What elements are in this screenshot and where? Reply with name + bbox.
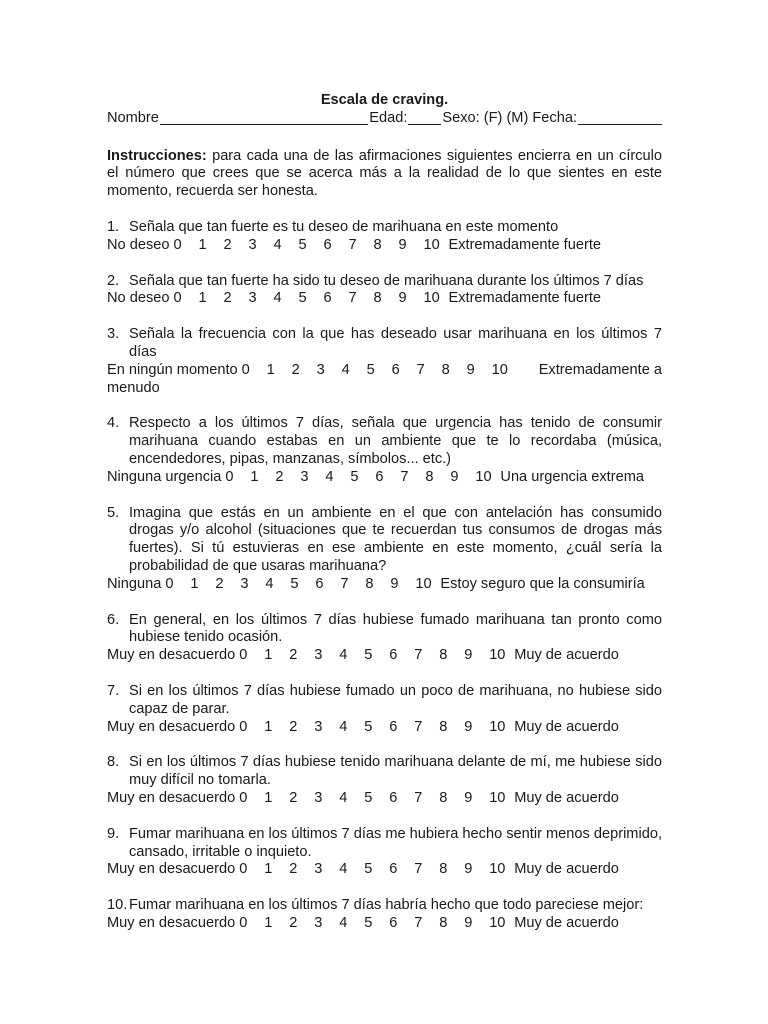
question-text-row [107, 273, 662, 291]
questionnaire-page [107, 92, 662, 933]
scale-option-0[interactable]: 0 [239, 718, 248, 735]
scale-option-0[interactable]: 0 [173, 290, 182, 307]
scale-option-9[interactable]: 9 [398, 290, 407, 307]
question-text-row [107, 754, 662, 790]
scale-option-3[interactable]: 3 [314, 718, 323, 735]
scale-option-8[interactable]: 8 [373, 236, 382, 253]
header-fields [107, 110, 662, 128]
scale-option-8[interactable]: 8 [373, 290, 382, 307]
scale-option-7[interactable]: 7 [348, 236, 357, 253]
scale-option-7[interactable]: 7 [340, 575, 349, 592]
scale-numbers [161, 576, 440, 594]
question-item [107, 826, 662, 879]
scale-option-7[interactable]: 7 [400, 468, 409, 485]
scale-right-anchor: Una urgencia extrema [500, 468, 644, 485]
scale-option-9[interactable]: 9 [466, 361, 475, 378]
question-text-row [107, 612, 662, 648]
question-text-row [107, 683, 662, 719]
scale-option-0[interactable]: 0 [225, 468, 234, 485]
scale-numbers [235, 861, 514, 879]
scale-option-5[interactable]: 5 [298, 290, 307, 307]
scale-left-anchor: No deseo [107, 236, 170, 253]
scale-option-8[interactable]: 8 [439, 861, 448, 878]
question-text: En general, en los últimos 7 días hubiese fumado marihuana tan pronto como hubiese tenido ocasión. [129, 611, 662, 646]
question-number: 2. [107, 272, 120, 289]
scale-option-0[interactable]: 0 [165, 575, 174, 592]
scale-option-8[interactable]: 8 [439, 718, 448, 735]
scale-option-5[interactable]: 5 [364, 718, 373, 735]
scale-option-5[interactable]: 5 [350, 468, 359, 485]
scale-option-5[interactable]: 5 [364, 789, 373, 806]
scale-left-anchor: No deseo [107, 290, 170, 307]
question-number: 1. [107, 218, 120, 235]
scale-option-10[interactable]: 10 [415, 575, 432, 592]
scale-option-2[interactable]: 2 [289, 789, 298, 806]
question-text-row [107, 826, 662, 862]
scale-right-anchor: Estoy seguro que la consumiría [440, 575, 645, 592]
edad-label: Edad: [369, 109, 408, 126]
scale-option-0[interactable]: 0 [173, 236, 182, 253]
scale-option-1[interactable]: 1 [264, 861, 273, 878]
scale-left-anchor: Muy en desacuerdo [107, 647, 236, 664]
question-text-row [107, 219, 662, 237]
scale-numbers [235, 790, 514, 808]
rating-scale [107, 915, 662, 933]
scale-option-4[interactable]: 4 [341, 361, 350, 378]
question-item [107, 273, 662, 309]
question-text: Si en los últimos 7 días hubiese tenido marihuana delante de mí, me hubiese sido muy difícil no tomarla. [129, 754, 662, 789]
scale-option-1[interactable]: 1 [266, 361, 275, 378]
scale-option-2[interactable]: 2 [223, 290, 232, 307]
rating-scale [107, 790, 662, 808]
scale-option-6[interactable]: 6 [315, 575, 324, 592]
scale-option-0[interactable]: 0 [239, 861, 248, 878]
nombre-field[interactable] [160, 110, 368, 125]
instructions-text: para cada una de las afirmaciones siguientes encierra en un círculo el número que crees que se acerca más a la realidad de lo que sientes en este momento, recuerda ser honesta. [107, 147, 662, 200]
scale-option-8[interactable]: 8 [439, 647, 448, 664]
question-number: 4. [107, 415, 120, 432]
scale-option-3[interactable]: 3 [300, 468, 309, 485]
rating-scale [107, 469, 662, 487]
scale-numbers [169, 290, 448, 308]
scale-option-2[interactable]: 2 [215, 575, 224, 592]
scale-option-5[interactable]: 5 [366, 361, 375, 378]
scale-option-10[interactable]: 10 [423, 290, 440, 307]
scale-option-7[interactable]: 7 [414, 861, 423, 878]
scale-right-anchor: Muy de acuerdo [514, 718, 619, 735]
scale-option-6[interactable]: 6 [389, 789, 398, 806]
question-item [107, 505, 662, 594]
scale-option-1[interactable]: 1 [190, 575, 199, 592]
scale-right-anchor: Muy de acuerdo [514, 789, 619, 806]
scale-numbers [235, 719, 514, 737]
scale-option-7[interactable]: 7 [416, 361, 425, 378]
fecha-field[interactable] [578, 110, 662, 125]
scale-option-2[interactable]: 2 [289, 718, 298, 735]
scale-option-10[interactable]: 10 [489, 647, 506, 664]
scale-option-4[interactable]: 4 [339, 647, 348, 664]
scale-option-0[interactable]: 0 [239, 789, 248, 806]
question-item [107, 415, 662, 486]
scale-numbers [169, 237, 448, 255]
scale-left-anchor: Muy en desacuerdo [107, 914, 236, 931]
scale-option-4[interactable]: 4 [339, 914, 348, 931]
scale-right-anchor: Muy de acuerdo [514, 647, 619, 664]
scale-option-3[interactable]: 3 [314, 789, 323, 806]
scale-option-10[interactable]: 10 [489, 718, 506, 735]
scale-option-0[interactable]: 0 [239, 914, 248, 931]
scale-option-9[interactable]: 9 [390, 575, 399, 592]
question-text: Fumar marihuana en los últimos 7 días me hubiera hecho sentir menos deprimido, cansado, irritable o inquieto. [129, 825, 662, 860]
scale-left-anchor: Ninguna urgencia [107, 468, 222, 485]
scale-left-anchor: En ningún momento [107, 361, 238, 378]
edad-field[interactable] [408, 110, 441, 125]
scale-option-4[interactable]: 4 [339, 861, 348, 878]
scale-option-6[interactable]: 6 [391, 361, 400, 378]
question-number: 10. [107, 897, 128, 914]
scale-left-anchor: Muy en desacuerdo [107, 718, 236, 735]
question-text: Señala la frecuencia con la que has deseado usar marihuana en los últimos 7 días [129, 326, 662, 360]
scale-option-4[interactable]: 4 [265, 575, 274, 592]
question-text-row [107, 897, 662, 915]
sexo-fecha-label: Sexo: (F) (M) Fecha: [442, 109, 577, 126]
rating-scale [107, 861, 662, 879]
scale-option-1[interactable]: 1 [250, 468, 259, 485]
scale-option-5[interactable]: 5 [298, 236, 307, 253]
scale-option-4[interactable]: 4 [273, 236, 282, 253]
scale-option-2[interactable]: 2 [223, 236, 232, 253]
scale-option-6[interactable]: 6 [389, 914, 398, 931]
scale-option-1[interactable]: 1 [264, 718, 273, 735]
scale-option-1[interactable]: 1 [198, 236, 207, 253]
question-item [107, 219, 662, 255]
scale-option-10[interactable]: 10 [489, 914, 506, 931]
scale-left-anchor: Muy en desacuerdo [107, 861, 236, 878]
scale-option-4[interactable]: 4 [339, 718, 348, 735]
question-item [107, 683, 662, 736]
scale-option-3[interactable]: 3 [314, 861, 323, 878]
question-text: Señala que tan fuerte ha sido tu deseo de marihuana durante los últimos 7 días [129, 272, 644, 289]
scale-option-6[interactable]: 6 [323, 290, 332, 307]
scale-option-8[interactable]: 8 [365, 575, 374, 592]
items-list [107, 219, 662, 933]
scale-option-0[interactable]: 0 [239, 647, 248, 664]
scale-option-9[interactable]: 9 [450, 468, 459, 485]
question-text: Fumar marihuana en los últimos 7 días habría hecho que todo pareciese mejor: [129, 897, 644, 914]
scale-option-10[interactable]: 10 [423, 236, 440, 253]
question-number: 7. [107, 682, 120, 699]
scale-option-0[interactable]: 0 [241, 361, 250, 378]
scale-option-8[interactable]: 8 [439, 914, 448, 931]
scale-option-2[interactable]: 2 [289, 647, 298, 664]
scale-right-anchor: Extremadamente fuerte [448, 236, 601, 253]
scale-option-6[interactable]: 6 [375, 468, 384, 485]
question-text: Señala que tan fuerte es tu deseo de marihuana en este momento [129, 218, 559, 235]
scale-option-7[interactable]: 7 [414, 914, 423, 931]
scale-option-5[interactable]: 5 [290, 575, 299, 592]
scale-option-4[interactable]: 4 [325, 468, 334, 485]
scale-numbers [221, 469, 500, 487]
scale-option-4[interactable]: 4 [339, 789, 348, 806]
scale-numbers [238, 362, 517, 380]
scale-option-2[interactable]: 2 [289, 861, 298, 878]
question-text: Imagina que estás en un ambiente en el que con antelación has consumido drogas y/o alcohol (situaciones que te recuerdan tus consumos de drogas más fuertes). Si tú estuvieras en ese ambiente en este momento, ¿cuál sería la probabilidad de que usaras marihuana? [129, 504, 662, 574]
scale-option-5[interactable]: 5 [364, 647, 373, 664]
scale-option-9[interactable]: 9 [464, 914, 473, 931]
question-item [107, 612, 662, 665]
scale-option-6[interactable]: 6 [389, 647, 398, 664]
scale-option-1[interactable]: 1 [264, 789, 273, 806]
scale-right-anchor: Extremadamente a [538, 361, 662, 378]
scale-option-4[interactable]: 4 [273, 290, 282, 307]
scale-option-9[interactable]: 9 [464, 647, 473, 664]
scale-option-6[interactable]: 6 [389, 718, 398, 735]
scale-option-3[interactable]: 3 [314, 647, 323, 664]
rating-scale [107, 237, 662, 255]
scale-option-1[interactable]: 1 [198, 290, 207, 307]
question-text-row [107, 326, 662, 362]
instructions [107, 148, 662, 201]
scale-option-10[interactable]: 10 [475, 468, 492, 485]
scale-option-8[interactable]: 8 [425, 468, 434, 485]
scale-option-10[interactable]: 10 [489, 789, 506, 806]
question-item [107, 897, 662, 933]
scale-option-7[interactable]: 7 [414, 789, 423, 806]
scale-option-3[interactable]: 3 [240, 575, 249, 592]
scale-option-9[interactable]: 9 [464, 861, 473, 878]
question-text-row [107, 505, 662, 576]
scale-option-5[interactable]: 5 [364, 914, 373, 931]
scale-option-9[interactable]: 9 [398, 236, 407, 253]
scale-option-3[interactable]: 3 [316, 361, 325, 378]
scale-right-anchor: Extremadamente fuerte [448, 290, 601, 307]
scale-option-5[interactable]: 5 [364, 861, 373, 878]
rating-scale [107, 719, 662, 737]
scale-option-2[interactable]: 2 [289, 914, 298, 931]
scale-option-1[interactable]: 1 [264, 647, 273, 664]
scale-numbers [235, 647, 514, 665]
scale-option-8[interactable]: 8 [439, 789, 448, 806]
scale-option-9[interactable]: 9 [464, 718, 473, 735]
scale-left-anchor: Muy en desacuerdo [107, 789, 236, 806]
question-number: 8. [107, 754, 120, 771]
question-text: Respecto a los últimos 7 días, señala que urgencia has tenido de consumir marihuana cuando estabas en un ambiente que te lo recordaba (música, encendedores, pipas, manzanas, símbolos... etc.) [129, 415, 662, 467]
page-title: Escala de craving. [320, 92, 449, 108]
scale-option-3[interactable]: 3 [248, 290, 257, 307]
question-item [107, 754, 662, 807]
scale-option-3[interactable]: 3 [248, 236, 257, 253]
scale-option-10[interactable]: 10 [489, 861, 506, 878]
scale-option-10[interactable]: 10 [491, 361, 508, 378]
scale-option-8[interactable]: 8 [441, 361, 450, 378]
scale-option-1[interactable]: 1 [264, 914, 273, 931]
scale-right-anchor: Muy de acuerdo [514, 914, 619, 931]
question-item [107, 326, 662, 397]
question-number: 5. [107, 504, 120, 521]
scale-left-anchor: Ninguna [107, 575, 162, 592]
question-text: Si en los últimos 7 días hubiese fumado un poco de marihuana, no hubiese sido capaz de parar. [129, 682, 662, 717]
scale-option-7[interactable]: 7 [348, 290, 357, 307]
scale-option-2[interactable]: 2 [291, 361, 300, 378]
question-number: 3. [107, 326, 120, 343]
scale-option-9[interactable]: 9 [464, 789, 473, 806]
scale-right-anchor-continued: menudo [107, 379, 160, 396]
scale-option-7[interactable]: 7 [414, 647, 423, 664]
scale-option-2[interactable]: 2 [275, 468, 284, 485]
question-number: 9. [107, 825, 120, 842]
nombre-label: Nombre [107, 109, 159, 126]
scale-option-7[interactable]: 7 [414, 718, 423, 735]
scale-option-3[interactable]: 3 [314, 914, 323, 931]
rating-scale [107, 576, 662, 594]
scale-right-anchor: Muy de acuerdo [514, 861, 619, 878]
instructions-label: Instrucciones: [107, 147, 207, 164]
question-text-row [107, 415, 662, 468]
scale-numbers [235, 915, 514, 933]
rating-scale [107, 647, 662, 665]
rating-scale [107, 362, 662, 380]
question-number: 6. [107, 611, 120, 628]
rating-scale [107, 290, 662, 308]
scale-option-6[interactable]: 6 [323, 236, 332, 253]
scale-option-6[interactable]: 6 [389, 861, 398, 878]
